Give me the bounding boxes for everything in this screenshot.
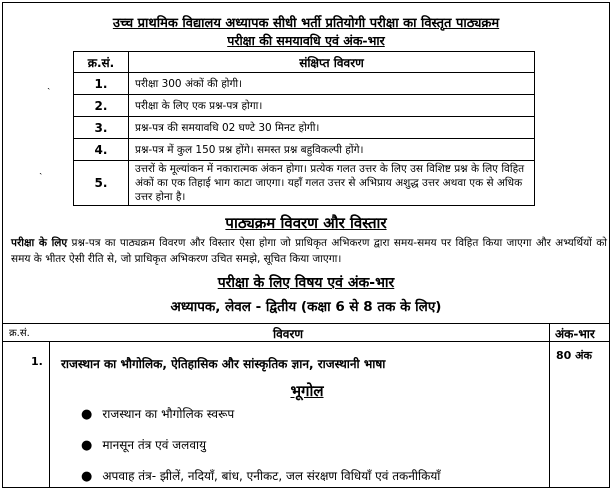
table-row <box>74 73 535 95</box>
row-number: 3. <box>74 117 129 139</box>
bullet-icon: ● <box>81 469 93 484</box>
paragraph-body: प्रश्न-पत्र का पाठ्यक्रम विवरण और विस्तार ऐसा होगा जो प्राधिकृत अभिकरण द्वारा समय-समय पर विहित किया जाएगा और अभ्यर्थियों को समय के भीतर ऐसी रीति से, जो प्राधिकृत अभिकरण उचित समझे, सूचित किया जाएगा। <box>11 237 608 265</box>
bullet-icon: ● <box>81 407 93 422</box>
row-text: प्रश्न-पत्र की समयावधि 02 घण्टे 30 मिनट होगी। <box>129 117 535 139</box>
col-desc-header: विवरण <box>273 327 304 341</box>
table-header-row <box>74 52 535 73</box>
subject-marks: 80 अंक <box>556 349 592 362</box>
row-number: 1. <box>74 73 129 95</box>
row-number: 1. <box>31 355 43 368</box>
paragraph-lead: परीक्षा के लिए <box>11 237 68 249</box>
list-item-text: अपवाह तंत्र- झीलें, नदियाँ, बांध, एनीकट, जल संरक्षण विधियाँ एवं तकनीकियाँ <box>102 469 441 483</box>
table-row <box>74 161 535 206</box>
table-row <box>74 139 535 161</box>
subjects-heading: परीक्षा के लिए विषय एवं अंक-भार <box>217 275 395 291</box>
scan-speck: ˴ <box>47 83 51 94</box>
table-border <box>549 323 550 488</box>
list-item <box>81 405 234 422</box>
row-text: प्रश्न-पत्र में कुल 150 प्रश्न होंगे। समस्त प्रश्न बहुविकल्पी होंगे। <box>129 139 535 161</box>
col-sno-header: क्र.सं. <box>9 328 30 339</box>
subject-title: राजस्थान का भौगोलिक, ऐतिहासिक और सांस्कृतिक ज्ञान, राजस्थानी भाषा <box>61 357 386 371</box>
section-heading: भूगोल <box>290 382 324 400</box>
document-title: उच्च प्राथमिक विद्यालय अध्यापक सीधी भर्ती प्रतियोगी परीक्षा का विस्तृत पाठ्यक्रम <box>112 16 500 31</box>
table-border <box>3 323 610 324</box>
syllabus-heading: पाठ्यक्रम विवरण और विस्तार <box>225 214 387 232</box>
syllabus-paragraph <box>11 235 607 267</box>
level-heading: अध्यापक, लेवल - द्वितीय (कक्षा 6 से 8 तक के लिए) <box>170 299 442 315</box>
col-marks-header: अंक-भार <box>555 327 595 341</box>
list-item-text: राजस्थान का भौगोलिक स्वरूप <box>102 407 235 421</box>
row-text: उत्तरों के मूल्यांकन में नकारात्मक अंकन होगा। प्रत्येक गलत उत्तर के लिए उस विशिष्ट प्रश्न के लिए विहित अंकों का एक तिहाई भाग काटा जाएगा। यहाँ गलत उत्तर से अभिप्राय अशुद्ध उत्तर अथवा एक से अधिक उत्तर होना है। <box>129 161 535 206</box>
row-text: परीक्षा के लिए एक प्रश्न-पत्र होगा। <box>129 95 535 117</box>
table-border <box>3 341 610 342</box>
list-item <box>81 467 440 484</box>
table-row <box>74 117 535 139</box>
bullet-icon: ● <box>81 438 93 453</box>
list-item-text: मानसून तंत्र एवं जलवायु <box>102 438 207 452</box>
col-desc-header: संक्षिप्त विवरण <box>129 52 535 73</box>
row-number: 2. <box>74 95 129 117</box>
exam-details-table <box>73 51 535 206</box>
table-row <box>74 95 535 117</box>
scan-speck: ˴ <box>39 168 43 179</box>
row-number: 5. <box>74 161 129 206</box>
subjects-table <box>3 323 610 488</box>
table-border <box>49 341 50 488</box>
row-number: 4. <box>74 139 129 161</box>
document-page <box>2 2 610 488</box>
document-subtitle: परीक्षा की समयावधि एवं अंक-भार <box>227 33 385 48</box>
row-text: परीक्षा 300 अंकों की होगी। <box>129 73 535 95</box>
list-item <box>81 436 206 453</box>
col-sno-header: क्र.सं. <box>74 52 129 73</box>
